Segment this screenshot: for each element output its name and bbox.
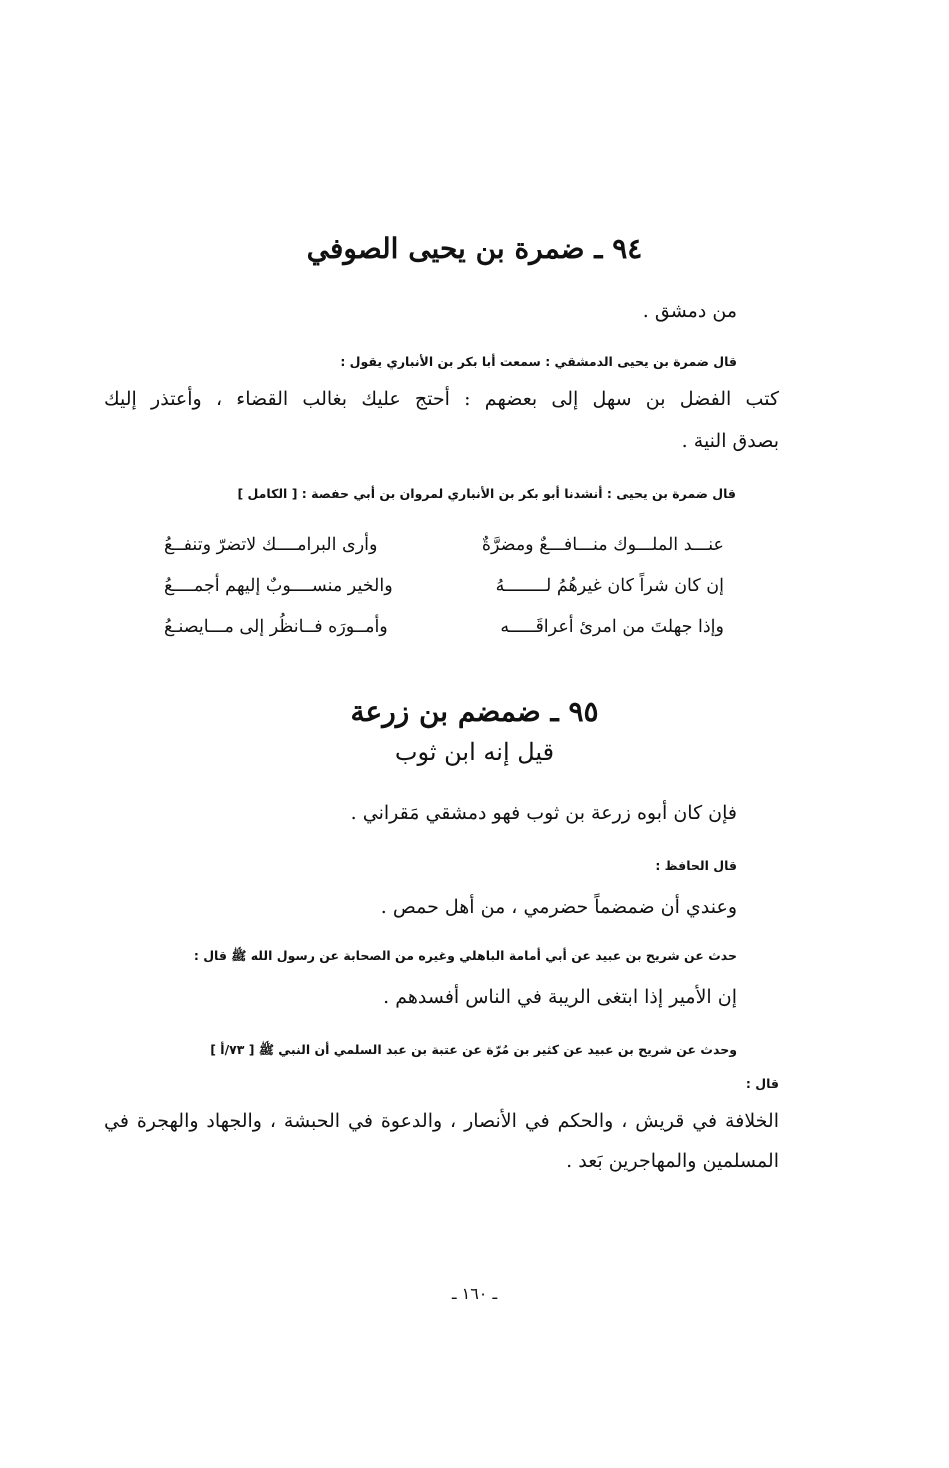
page-number: ـ ١٦٠ ـ xyxy=(451,1284,498,1303)
entry-95-hadith-2-intro-line-1: وحدث عن شريح بن عبيد عن كثير بن مُرّة عن عتبة بن عبد السلمي أن النبي ﷺ [ ٧٣/أ ] xyxy=(210,1042,737,1057)
entry-95-hadith-1-intro: حدث عن شريح بن عبيد عن أبي أمامة الباهلي وغيره من الصحابة عن رسول الله ﷺ قال : xyxy=(193,948,737,963)
verse-second-hemistich: وأرى البرامــــك لاتضرّ وتنفــعُ xyxy=(164,535,378,555)
verse-first-hemistich: إن كان شراً كان غيرهُمُ لــــــــهُ xyxy=(495,576,724,596)
entry-95-hafiz-label: قال الحافظ : xyxy=(655,858,737,873)
entry-94-narration-2-intro: قال ضمرة بن يحيى : أنشدنا أبو بكر بن الأنباري لمروان بن أبي حفصة : [ الكامل ] xyxy=(237,486,736,501)
verse-row xyxy=(164,535,724,567)
entry-95-hadith-1-text: إن الأمير إذا ابتغى الريبة في الناس أفسدهم . xyxy=(383,986,737,1008)
entry-94-narration-1-intro: قال ضمرة بن يحيى الدمشقي : سمعت أبا بكر بن الأنباري يقول : xyxy=(340,354,737,369)
entry-95-hadith-2-intro-line-2: قال : xyxy=(745,1076,779,1091)
entry-95-heading: ٩٥ ـ ضمضم بن زرعة xyxy=(350,695,599,728)
entry-94-narration-1-line-1: كتب الفضل بن سهل إلى بعضهم : أحتج عليك بغالب القضاء ، وأعتذر إليك xyxy=(104,388,779,410)
verse-row xyxy=(164,617,724,649)
verse-second-hemistich: وأمــورَه فــانظُر إلى مـــايصنـعُ xyxy=(164,617,388,637)
entry-95-lineage: فإن كان أبوه زرعة بن ثوب فهو دمشقي مَقراني . xyxy=(350,802,737,824)
verse-row xyxy=(164,576,724,608)
entry-94-narration-1-line-2: بصدق النية . xyxy=(681,430,779,452)
verse-second-hemistich: والخير منســــوبٌ إليهم أجمــــعُ xyxy=(164,576,393,596)
entry-95-hafiz-statement: وعندي أن ضمضماً حضرمي ، من أهل حمص . xyxy=(380,896,737,918)
entry-95-hadith-2-text-line-2: المسلمين والمهاجرين بَعد . xyxy=(566,1150,779,1172)
entry-94-origin: من دمشق . xyxy=(642,300,737,322)
entry-95-subheading: قيل إنه ابن ثوب xyxy=(394,738,555,766)
verse-first-hemistich: عنـــد الملـــوك منـــافـــعٌ ومضرَّةٌ xyxy=(481,535,724,555)
entry-95-hadith-2-text-line-1: الخلافة في قريش ، والحكم في الأنصار ، والدعوة في الحبشة ، والجهاد والهجرة في xyxy=(104,1110,779,1132)
verse-first-hemistich: وإذا جهلتَ من امرئ أعراقَـــــه xyxy=(500,617,724,637)
entry-94-heading: ٩٤ ـ ضمرة بن يحيى الصوفي xyxy=(306,232,643,265)
